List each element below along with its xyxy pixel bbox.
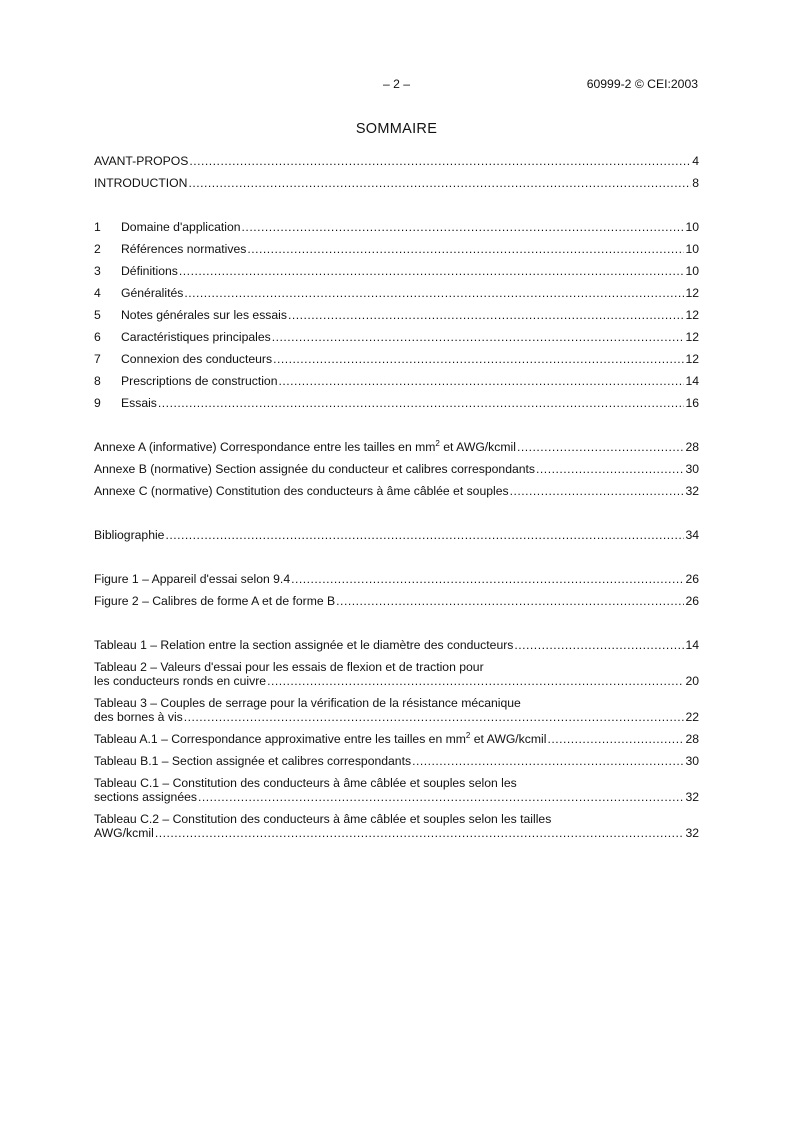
toc-entry-clause-2[interactable] <box>94 238 699 260</box>
toc-entry-label: Figure 1 – Appareil d'essai selon 9.4 <box>94 572 291 586</box>
toc-entry-label: INTRODUCTION <box>94 176 188 190</box>
toc-entry-page: 14 <box>685 374 699 388</box>
toc-entry-page: 34 <box>685 528 699 542</box>
toc-entry-bibliographie[interactable] <box>94 524 699 546</box>
toc-entry-clause-1[interactable] <box>94 216 699 238</box>
toc-entry-tableau-1[interactable] <box>94 634 699 656</box>
toc-entry-label: Essais <box>121 396 157 410</box>
toc-entry-page: 12 <box>685 308 699 322</box>
clause-number: 9 <box>94 396 101 410</box>
toc-entry-label: Bibliographie <box>94 528 165 542</box>
toc-entry-page: 28 <box>685 440 699 454</box>
toc-entry-page: 22 <box>685 710 699 724</box>
leader-dots <box>179 260 685 282</box>
clause-number: 7 <box>94 352 101 366</box>
toc-entry-clause-5[interactable] <box>94 304 699 326</box>
spacer <box>94 546 699 568</box>
toc-entry-page: 32 <box>685 790 699 804</box>
toc-entry-tableau-3[interactable] <box>94 692 699 728</box>
leader-dots <box>189 150 691 172</box>
toc-entry-page: 16 <box>685 396 699 410</box>
toc-entry-label: Annexe A (informative) Correspondance entre les tailles en $mm^2$ et AWG/kcmil <box>94 439 516 454</box>
toc-entry-label-line2: des bornes à vis <box>94 710 183 724</box>
leader-dots <box>536 458 684 480</box>
clause-number: 1 <box>94 220 101 234</box>
toc-entry-label: Tableau A.1 – Correspondance approximative entre les tailles en $mm^2$ et AWG/kcmil <box>94 731 547 746</box>
toc-entry-tableau-2[interactable] <box>94 656 699 692</box>
toc-entry-label: Références normatives <box>121 242 247 256</box>
leader-dots <box>291 568 684 590</box>
spacer <box>94 194 699 216</box>
toc-entry-annexe-a[interactable] <box>94 436 699 458</box>
leader-dots <box>278 370 684 392</box>
toc-entry-label: Définitions <box>121 264 178 278</box>
page-number: – 2 – <box>382 77 411 91</box>
toc-entry-page: 32 <box>685 484 699 498</box>
toc-entry-label: Connexion des conducteurs <box>121 352 273 366</box>
toc-entry-page: 14 <box>685 638 699 652</box>
toc-entry-figure-2[interactable] <box>94 590 699 612</box>
toc-entry-page: 12 <box>685 286 699 300</box>
leader-dots <box>247 238 684 260</box>
page-title: SOMMAIRE <box>355 121 438 137</box>
clause-number: 3 <box>94 264 101 278</box>
toc-entry-label: Annexe C (normative) Constitution des conducteurs à âme câblée et souples <box>94 484 509 498</box>
toc-entry-label: Caractéristiques principales <box>121 330 271 344</box>
toc-entry-page: 32 <box>685 826 699 840</box>
spacer <box>94 414 699 436</box>
leader-dots <box>336 590 684 612</box>
toc-entry-label: Tableau 1 – Relation entre la section assignée et le diamètre des conducteurs <box>94 638 514 652</box>
clause-number: 2 <box>94 242 101 256</box>
leader-dots <box>288 304 684 326</box>
toc-entry-clause-7[interactable] <box>94 348 699 370</box>
spacer <box>94 502 699 524</box>
toc-entry-label-line2: les conducteurs ronds en cuivre <box>94 674 267 688</box>
toc-entry-label: Prescriptions de construction <box>121 374 278 388</box>
leader-dots <box>514 634 684 656</box>
document-reference: 60999-2 © CEI:2003 <box>586 77 698 91</box>
leader-dots <box>273 348 684 370</box>
toc-entry-label: AVANT-PROPOS <box>94 154 189 168</box>
toc-entry-label-line1: Tableau 2 – Valeurs d'essai pour les essais de flexion et de traction pour <box>94 660 484 674</box>
toc-entry-page: 10 <box>685 264 699 278</box>
toc-entry-avant-propos[interactable] <box>94 150 699 172</box>
toc-entry-page: 20 <box>685 674 699 688</box>
leader-dots <box>547 728 684 750</box>
toc-entry-label: Figure 2 – Calibres de forme A et de forme B <box>94 594 336 608</box>
toc-entry-label: Notes générales sur les essais <box>121 308 287 322</box>
table-of-contents <box>94 150 699 844</box>
clause-number: 8 <box>94 374 101 388</box>
toc-entry-label-line1: Tableau C.1 – Constitution des conducteurs à âme câblée et souples selon les <box>94 776 517 790</box>
toc-entry-clause-6[interactable] <box>94 326 699 348</box>
toc-entry-page: 30 <box>685 754 699 768</box>
leader-dots <box>242 216 685 238</box>
leader-dots <box>198 790 684 804</box>
leader-dots <box>510 480 685 502</box>
toc-entry-label-line1: Tableau 3 – Couples de serrage pour la vérification de la résistance mécanique <box>94 696 521 710</box>
toc-entry-page: 10 <box>685 242 699 256</box>
leader-dots <box>272 326 685 348</box>
toc-entry-page: 12 <box>685 330 699 344</box>
leader-dots <box>184 282 684 304</box>
leader-dots <box>188 172 691 194</box>
leader-dots <box>165 524 684 546</box>
toc-entry-label-line1: Tableau C.2 – Constitution des conducteurs à âme câblée et souples selon les tailles <box>94 812 552 826</box>
toc-entry-page: 10 <box>685 220 699 234</box>
toc-entry-page: 30 <box>685 462 699 476</box>
toc-entry-clause-3[interactable] <box>94 260 699 282</box>
leader-dots <box>412 750 684 772</box>
toc-entry-page: 26 <box>685 572 699 586</box>
toc-entry-figure-1[interactable] <box>94 568 699 590</box>
leader-dots <box>517 436 684 458</box>
leader-dots <box>184 710 685 724</box>
toc-entry-page: 12 <box>685 352 699 366</box>
toc-entry-tableau-a1[interactable] <box>94 728 699 750</box>
leader-dots <box>155 826 685 840</box>
toc-entry-annexe-b[interactable] <box>94 458 699 480</box>
spacer <box>94 612 699 634</box>
toc-entry-page: 28 <box>685 732 699 746</box>
clause-number: 6 <box>94 330 101 344</box>
toc-entry-label-line2: sections assignées <box>94 790 197 804</box>
toc-entry-page: 4 <box>692 154 699 168</box>
toc-entry-introduction[interactable] <box>94 172 699 194</box>
toc-entry-tableau-c2[interactable] <box>94 808 699 844</box>
leader-dots <box>158 392 685 414</box>
clause-number: 5 <box>94 308 101 322</box>
toc-entry-clause-4[interactable] <box>94 282 699 304</box>
leader-dots <box>267 674 684 688</box>
toc-entry-page: 8 <box>692 176 699 190</box>
toc-entry-label-line2: AWG/kcmil <box>94 826 154 840</box>
toc-entry-annexe-c[interactable] <box>94 480 699 502</box>
toc-entry-label: Tableau B.1 – Section assignée et calibres correspondants <box>94 754 412 768</box>
toc-entry-page: 26 <box>685 594 699 608</box>
toc-entry-tableau-c1[interactable] <box>94 772 699 808</box>
toc-entry-label: Généralités <box>121 286 184 300</box>
toc-entry-tableau-b1[interactable] <box>94 750 699 772</box>
toc-entry-clause-8[interactable] <box>94 370 699 392</box>
toc-entry-clause-9[interactable] <box>94 392 699 414</box>
clause-number: 4 <box>94 286 101 300</box>
toc-entry-label: Domaine d'application <box>121 220 241 234</box>
toc-entry-label: Annexe B (normative) Section assignée du conducteur et calibres correspondants <box>94 462 536 476</box>
